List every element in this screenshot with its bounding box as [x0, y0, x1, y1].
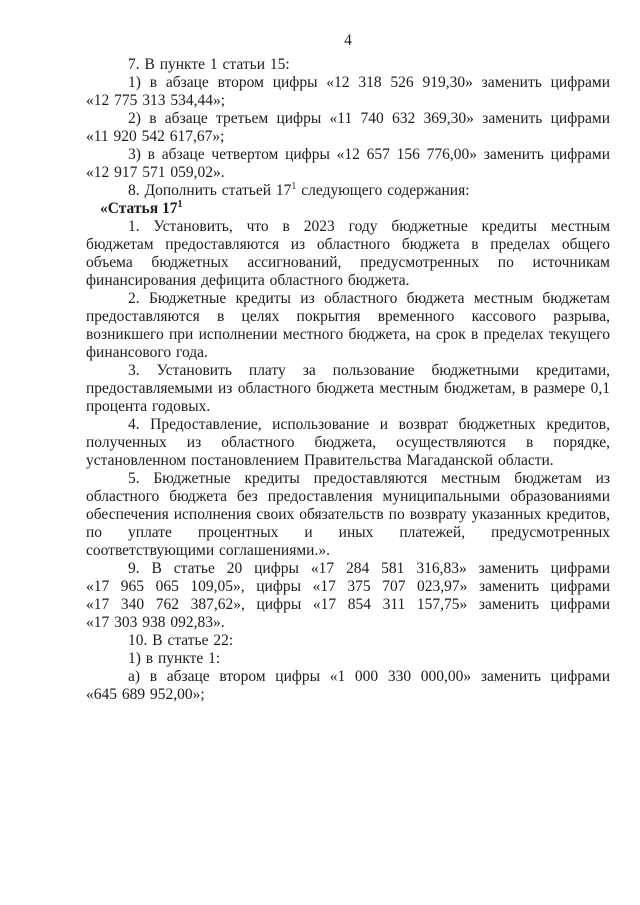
page-number: 4 — [344, 32, 352, 49]
clause-7-sub-1: 1) в абзаце втором цифры «12 318 526 919,30» заменить цифрами «12 775 313 534,44»; — [86, 74, 610, 109]
clause-8-intro-superscript: 1 — [291, 180, 297, 192]
clause-10-heading: 10. В статье 22: — [128, 632, 234, 649]
clause-7-sub-2: 2) в абзаце третьем цифры «11 740 632 369,30» заменить цифрами «11 920 542 617,67»; — [86, 110, 610, 145]
article-17-1-item-2: 2. Бюджетные кредиты из областного бюджета местным бюджетам предоставляются в целях покрытия временного кассового разрыва, возникшего при исполнении местного бюджета, на срок в пределах текущего финансового года. — [86, 290, 610, 361]
clause-7-sub-3: 3) в абзаце четвертом цифры «12 657 156 776,00» заменить цифрами «12 917 571 059,02». — [86, 146, 610, 181]
clause-10-sub-1: 1) в пункте 1: — [128, 650, 221, 667]
article-17-1-title — [86, 200, 610, 218]
clause-7-heading: 7. В пункте 1 статьи 15: — [128, 56, 290, 73]
article-17-1-title-text: «Статья 17 — [100, 200, 178, 217]
clause-8-intro — [86, 182, 610, 200]
article-17-1-item-5: 5. Бюджетные кредиты предоставляются местным бюджетам из областного бюджета без предоставления муниципальными образованиями обеспечения исполнения своих обязательств по возврату указанных кредитов, по уплате процентных и иных платежей, предусмотренных соответствующими соглашениями.». — [86, 470, 610, 559]
clause-9: 9. В статье 20 цифры «17 284 581 316,83» заменить цифрами «17 965 065 109,05», цифры «17 375 707 023,97» заменить цифрами «17 340 762 387,62», цифры «17 854 311 157,75» заменить цифрами «17 303 938 092,83». — [86, 560, 610, 631]
clause-8-intro-tail: следующего содержания: — [296, 182, 470, 199]
article-17-1-item-4: 4. Предоставление, использование и возврат бюджетных кредитов, полученных из областного бюджета, осуществляются в порядке, установленном постановлением Правительства Магаданской области. — [86, 416, 610, 469]
clause-8-intro-text: 8. Дополнить статьей 17 — [128, 182, 292, 199]
article-17-1-item-1: 1. Установить, что в 2023 году бюджетные кредиты местным бюджетам предоставляются из областного бюджета в пределах общего объема бюджетных ассигнований, предусмотренных по источникам финансирования дефицита областного бюджета. — [86, 218, 610, 289]
article-17-1-title-superscript: 1 — [177, 198, 183, 210]
clause-10-sub-1a: а) в абзаце втором цифры «1 000 330 000,00» заменить цифрами «645 689 952,00»; — [86, 668, 610, 703]
article-17-1-item-3: 3. Установить плату за пользование бюджетными кредитами, предоставляемыми из областного бюджета местным бюджетам, в размере 0,1 процента годовых. — [86, 362, 610, 415]
